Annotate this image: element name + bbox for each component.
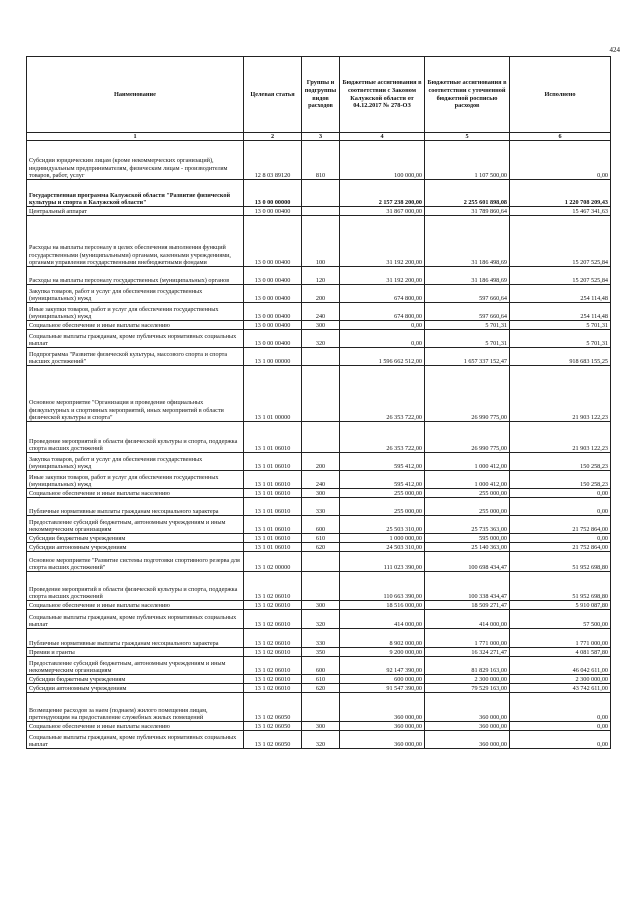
row-budget-amount: 31 186 498,69 <box>425 267 510 285</box>
row-law-amount: 111 023 390,00 <box>340 552 425 572</box>
row-expense-group <box>302 693 340 722</box>
row-expense-group: 610 <box>302 675 340 684</box>
row-budget-amount: 1 000 412,00 <box>425 471 510 489</box>
table-row <box>27 321 611 330</box>
row-law-amount: 360 000,00 <box>340 722 425 731</box>
row-name: Расходы на выплаты персоналу государственных (муниципальных) органов <box>27 267 244 285</box>
table-row <box>27 722 611 731</box>
row-executed-amount: 0,00 <box>510 722 611 731</box>
row-executed-amount: 2 300 000,00 <box>510 675 611 684</box>
row-expense-group: 100 <box>302 216 340 267</box>
row-budget-amount: 31 789 860,64 <box>425 207 510 216</box>
table-row <box>27 684 611 693</box>
row-target-article: 13 1 02 00000 <box>244 552 302 572</box>
row-name: Предоставление субсидий бюджетным, автономным учреждениям и иным некоммерческим организациям <box>27 516 244 534</box>
header-target-article: Целевая статья <box>244 57 302 133</box>
row-law-amount: 595 412,00 <box>340 471 425 489</box>
row-target-article: 13 1 02 06010 <box>244 675 302 684</box>
row-executed-amount: 0,00 <box>510 141 611 180</box>
row-law-amount: 25 503 310,00 <box>340 516 425 534</box>
row-target-article: 13 1 01 06010 <box>244 471 302 489</box>
table-row <box>27 285 611 303</box>
row-expense-group: 200 <box>302 285 340 303</box>
row-law-amount: 360 000,00 <box>340 693 425 722</box>
row-budget-amount: 2 300 000,00 <box>425 675 510 684</box>
table-row <box>27 489 611 498</box>
row-name: Субсидии бюджетным учреждениям <box>27 534 244 543</box>
table-row <box>27 366 611 422</box>
row-law-amount: 1 596 662 512,00 <box>340 348 425 366</box>
row-law-amount: 0,00 <box>340 321 425 330</box>
row-executed-amount: 5 701,31 <box>510 330 611 348</box>
row-expense-group: 320 <box>302 330 340 348</box>
row-law-amount: 110 663 390,00 <box>340 572 425 601</box>
row-expense-group: 330 <box>302 629 340 648</box>
row-target-article: 13 1 01 06010 <box>244 543 302 552</box>
row-executed-amount: 46 042 611,00 <box>510 657 611 675</box>
row-budget-amount: 360 000,00 <box>425 693 510 722</box>
row-target-article: 12 8 03 89120 <box>244 141 302 180</box>
row-law-amount: 360 000,00 <box>340 731 425 749</box>
row-executed-amount: 21 903 122,23 <box>510 366 611 422</box>
row-law-amount: 600 000,00 <box>340 675 425 684</box>
row-budget-amount: 595 000,00 <box>425 534 510 543</box>
row-expense-group: 240 <box>302 303 340 321</box>
table-row <box>27 675 611 684</box>
row-expense-group: 300 <box>302 321 340 330</box>
row-name: Социальное обеспечение и иные выплаты населению <box>27 601 244 610</box>
row-expense-group: 620 <box>302 543 340 552</box>
row-name: Основное мероприятие "Развитие системы подготовки спортивного резерва для спорта высших достижений" <box>27 552 244 572</box>
row-target-article: 13 1 02 06050 <box>244 722 302 731</box>
row-name: Социальные выплаты гражданам, кроме публичных нормативных социальных выплат <box>27 330 244 348</box>
row-executed-amount: 1 771 000,00 <box>510 629 611 648</box>
row-executed-amount: 254 114,48 <box>510 303 611 321</box>
row-name: Предоставление субсидий бюджетным, автономным учреждениям и иным некоммерческим организациям <box>27 657 244 675</box>
row-executed-amount: 918 683 155,25 <box>510 348 611 366</box>
row-executed-amount: 21 903 122,23 <box>510 422 611 453</box>
table-row <box>27 498 611 516</box>
row-law-amount: 92 147 390,00 <box>340 657 425 675</box>
row-budget-amount: 255 000,00 <box>425 498 510 516</box>
row-executed-amount: 0,00 <box>510 489 611 498</box>
row-expense-group: 350 <box>302 648 340 657</box>
row-expense-group: 300 <box>302 722 340 731</box>
row-executed-amount: 21 752 864,00 <box>510 516 611 534</box>
row-target-article: 13 1 01 06010 <box>244 489 302 498</box>
table-row <box>27 543 611 552</box>
column-number: 1 <box>27 133 244 141</box>
row-name: Субсидии юридическим лицам (кроме некоммерческих организаций), индивидуальным предпринимателям, физическим лицам - производителям товаров, работ, услуг <box>27 141 244 180</box>
header-budget-allocations: Бюджетные ассигнования в соответствии с уточненной бюджетной росписью расходов <box>425 57 510 133</box>
row-name: Субсидии бюджетным учреждениям <box>27 675 244 684</box>
table-row <box>27 267 611 285</box>
row-name: Проведение мероприятий в области физической культуры и спорта, поддержка спорта высших достижений <box>27 422 244 453</box>
row-law-amount: 18 516 000,00 <box>340 601 425 610</box>
row-law-amount: 24 503 310,00 <box>340 543 425 552</box>
row-executed-amount: 15 207 525,84 <box>510 267 611 285</box>
table-row <box>27 180 611 207</box>
table-row <box>27 303 611 321</box>
row-law-amount: 100 000,00 <box>340 141 425 180</box>
row-budget-amount: 2 255 601 898,08 <box>425 180 510 207</box>
row-budget-amount: 1 107 500,00 <box>425 141 510 180</box>
row-executed-amount: 15 467 341,63 <box>510 207 611 216</box>
row-name: Центральный аппарат <box>27 207 244 216</box>
row-target-article: 13 0 00 00400 <box>244 207 302 216</box>
table-row <box>27 471 611 489</box>
row-budget-amount: 360 000,00 <box>425 722 510 731</box>
row-name: Иные закупки товаров, работ и услуг для обеспечения государственных (муниципальных) нужд <box>27 471 244 489</box>
row-name: Закупка товаров, работ и услуг для обеспечения государственных (муниципальных) нужд <box>27 453 244 471</box>
row-target-article: 13 1 02 06050 <box>244 693 302 722</box>
table-row <box>27 657 611 675</box>
row-target-article: 13 1 02 06010 <box>244 684 302 693</box>
row-budget-amount: 414 000,00 <box>425 610 510 629</box>
row-expense-group <box>302 422 340 453</box>
row-law-amount: 595 412,00 <box>340 453 425 471</box>
header-executed: Исполнено <box>510 57 611 133</box>
row-name: Премии и гранты <box>27 648 244 657</box>
row-target-article: 13 0 00 00000 <box>244 180 302 207</box>
row-target-article: 13 1 02 06010 <box>244 572 302 601</box>
page-number: 424 <box>609 46 620 54</box>
row-executed-amount: 51 952 698,80 <box>510 572 611 601</box>
row-budget-amount: 360 000,00 <box>425 731 510 749</box>
table-row <box>27 648 611 657</box>
column-number-row <box>27 133 611 141</box>
row-target-article: 13 1 01 06010 <box>244 422 302 453</box>
row-executed-amount: 0,00 <box>510 534 611 543</box>
row-name: Социальные выплаты гражданам, кроме публичных нормативных социальных выплат <box>27 610 244 629</box>
table-row <box>27 422 611 453</box>
row-law-amount: 674 800,00 <box>340 285 425 303</box>
row-name: Возмещение расходов за наем (поднаем) жилого помещения лицам, претендующим на предоставление служебных жилых помещений <box>27 693 244 722</box>
row-executed-amount: 57 500,00 <box>510 610 611 629</box>
row-name: Субсидии автономным учреждениям <box>27 684 244 693</box>
row-name: Публичные нормативные выплаты гражданам несоциального характера <box>27 498 244 516</box>
table-row <box>27 629 611 648</box>
row-law-amount: 9 200 000,00 <box>340 648 425 657</box>
row-budget-amount: 5 701,31 <box>425 330 510 348</box>
row-executed-amount: 4 081 587,80 <box>510 648 611 657</box>
row-expense-group: 300 <box>302 489 340 498</box>
row-executed-amount: 1 220 708 209,43 <box>510 180 611 207</box>
row-expense-group <box>302 552 340 572</box>
table-row <box>27 348 611 366</box>
row-budget-amount: 597 660,64 <box>425 285 510 303</box>
row-expense-group: 610 <box>302 534 340 543</box>
table-row <box>27 552 611 572</box>
row-law-amount: 255 000,00 <box>340 489 425 498</box>
column-number: 2 <box>244 133 302 141</box>
row-expense-group: 300 <box>302 601 340 610</box>
row-expense-group: 200 <box>302 453 340 471</box>
row-executed-amount: 15 207 525,84 <box>510 216 611 267</box>
row-expense-group: 810 <box>302 141 340 180</box>
row-target-article: 13 1 02 06010 <box>244 657 302 675</box>
row-executed-amount: 150 258,23 <box>510 453 611 471</box>
row-target-article: 13 1 01 06010 <box>244 516 302 534</box>
row-name: Социальное обеспечение и иные выплаты населению <box>27 489 244 498</box>
row-executed-amount: 0,00 <box>510 498 611 516</box>
row-budget-amount: 100 338 434,47 <box>425 572 510 601</box>
row-executed-amount: 0,00 <box>510 731 611 749</box>
table-row <box>27 731 611 749</box>
row-law-amount: 255 000,00 <box>340 498 425 516</box>
row-target-article: 13 1 02 06010 <box>244 610 302 629</box>
row-law-amount: 0,00 <box>340 330 425 348</box>
row-target-article: 13 0 00 00400 <box>244 330 302 348</box>
table-row <box>27 693 611 722</box>
row-executed-amount: 150 258,23 <box>510 471 611 489</box>
table-row <box>27 141 611 180</box>
row-executed-amount: 5 910 087,80 <box>510 601 611 610</box>
row-target-article: 13 1 02 06010 <box>244 601 302 610</box>
row-expense-group <box>302 348 340 366</box>
header-expense-group: Группы и подгруппы видов расходов <box>302 57 340 133</box>
row-budget-amount: 1 657 337 152,47 <box>425 348 510 366</box>
row-budget-amount: 1 000 412,00 <box>425 453 510 471</box>
row-expense-group: 600 <box>302 657 340 675</box>
table-row <box>27 330 611 348</box>
row-expense-group: 600 <box>302 516 340 534</box>
budget-table <box>26 56 611 749</box>
row-expense-group <box>302 207 340 216</box>
row-law-amount: 31 192 200,00 <box>340 216 425 267</box>
row-budget-amount: 31 186 498,69 <box>425 216 510 267</box>
row-budget-amount: 597 660,64 <box>425 303 510 321</box>
row-target-article: 13 1 02 06010 <box>244 629 302 648</box>
row-budget-amount: 25 735 363,00 <box>425 516 510 534</box>
row-name: Субсидии автономным учреждениям <box>27 543 244 552</box>
row-name: Проведение мероприятий в области физической культуры и спорта, поддержка спорта высших достижений <box>27 572 244 601</box>
row-target-article: 13 1 01 00000 <box>244 366 302 422</box>
column-number: 4 <box>340 133 425 141</box>
row-name: Публичные нормативные выплаты гражданам несоциального характера <box>27 629 244 648</box>
table-row <box>27 601 611 610</box>
table-row <box>27 534 611 543</box>
header-name: Наименование <box>27 57 244 133</box>
row-name: Социальные выплаты гражданам, кроме публичных нормативных социальных выплат <box>27 731 244 749</box>
row-budget-amount: 25 140 363,00 <box>425 543 510 552</box>
row-name: Государственная программа Калужской области "Развитие физической культуры и спорта в Калужской области" <box>27 180 244 207</box>
row-budget-amount: 81 829 163,00 <box>425 657 510 675</box>
row-name: Расходы на выплаты персоналу в целях обеспечения выполнения функций государственными (муниципальными) органами, казенными учреждениями, органами управления государственными внебюджетными фондами <box>27 216 244 267</box>
row-law-amount: 26 353 722,00 <box>340 422 425 453</box>
row-expense-group: 320 <box>302 731 340 749</box>
row-target-article: 13 0 00 00400 <box>244 267 302 285</box>
row-budget-amount: 26 990 775,00 <box>425 366 510 422</box>
column-number: 3 <box>302 133 340 141</box>
row-executed-amount: 51 952 698,80 <box>510 552 611 572</box>
row-budget-amount: 79 529 163,00 <box>425 684 510 693</box>
header-law-allocations: Бюджетные ассигнования в соответствии с Законом Калужской области от 04.12.2017 № 278-ОЗ <box>340 57 425 133</box>
row-expense-group: 620 <box>302 684 340 693</box>
row-budget-amount: 16 324 271,47 <box>425 648 510 657</box>
row-law-amount: 31 192 200,00 <box>340 267 425 285</box>
row-name: Подпрограмма "Развитие физической культуры, массового спорта и спорта высших достижений" <box>27 348 244 366</box>
row-target-article: 13 1 01 06010 <box>244 498 302 516</box>
row-budget-amount: 5 701,31 <box>425 321 510 330</box>
row-budget-amount: 18 509 271,47 <box>425 601 510 610</box>
row-expense-group <box>302 572 340 601</box>
row-expense-group: 120 <box>302 267 340 285</box>
row-law-amount: 1 000 000,00 <box>340 534 425 543</box>
row-law-amount: 26 353 722,00 <box>340 366 425 422</box>
row-target-article: 13 0 00 00400 <box>244 285 302 303</box>
row-target-article: 13 1 02 06050 <box>244 731 302 749</box>
row-target-article: 13 0 00 00400 <box>244 321 302 330</box>
row-law-amount: 414 000,00 <box>340 610 425 629</box>
row-law-amount: 674 800,00 <box>340 303 425 321</box>
row-expense-group: 240 <box>302 471 340 489</box>
table-row <box>27 516 611 534</box>
row-budget-amount: 255 000,00 <box>425 489 510 498</box>
column-number: 6 <box>510 133 611 141</box>
row-law-amount: 91 547 390,00 <box>340 684 425 693</box>
table-row <box>27 572 611 601</box>
row-target-article: 13 1 02 06010 <box>244 648 302 657</box>
row-name: Социальное обеспечение и иные выплаты населению <box>27 722 244 731</box>
row-target-article: 13 1 01 06010 <box>244 453 302 471</box>
row-target-article: 13 1 00 00000 <box>244 348 302 366</box>
row-name: Социальное обеспечение и иные выплаты населению <box>27 321 244 330</box>
row-law-amount: 2 157 238 200,00 <box>340 180 425 207</box>
header-row <box>27 57 611 133</box>
row-budget-amount: 26 990 775,00 <box>425 422 510 453</box>
row-name: Иные закупки товаров, работ и услуг для обеспечения государственных (муниципальных) нужд <box>27 303 244 321</box>
table-row <box>27 453 611 471</box>
row-executed-amount: 0,00 <box>510 693 611 722</box>
row-target-article: 13 0 00 00400 <box>244 216 302 267</box>
row-name: Основное мероприятие "Организация и проведение официальных физкультурных и спортивных мероприятий, иных мероприятий в области физической культуры и спорта" <box>27 366 244 422</box>
row-target-article: 13 1 01 06010 <box>244 534 302 543</box>
table-row <box>27 610 611 629</box>
row-executed-amount: 21 752 864,00 <box>510 543 611 552</box>
row-expense-group <box>302 180 340 207</box>
row-budget-amount: 1 771 000,00 <box>425 629 510 648</box>
row-executed-amount: 5 701,31 <box>510 321 611 330</box>
row-executed-amount: 254 114,48 <box>510 285 611 303</box>
column-number: 5 <box>425 133 510 141</box>
row-target-article: 13 0 00 00400 <box>244 303 302 321</box>
row-law-amount: 31 867 000,00 <box>340 207 425 216</box>
row-expense-group: 320 <box>302 610 340 629</box>
table-row <box>27 207 611 216</box>
row-executed-amount: 43 742 611,00 <box>510 684 611 693</box>
row-name: Закупка товаров, работ и услуг для обеспечения государственных (муниципальных) нужд <box>27 285 244 303</box>
row-expense-group <box>302 366 340 422</box>
row-budget-amount: 100 698 434,47 <box>425 552 510 572</box>
row-expense-group: 330 <box>302 498 340 516</box>
row-law-amount: 8 902 000,00 <box>340 629 425 648</box>
table-row <box>27 216 611 267</box>
